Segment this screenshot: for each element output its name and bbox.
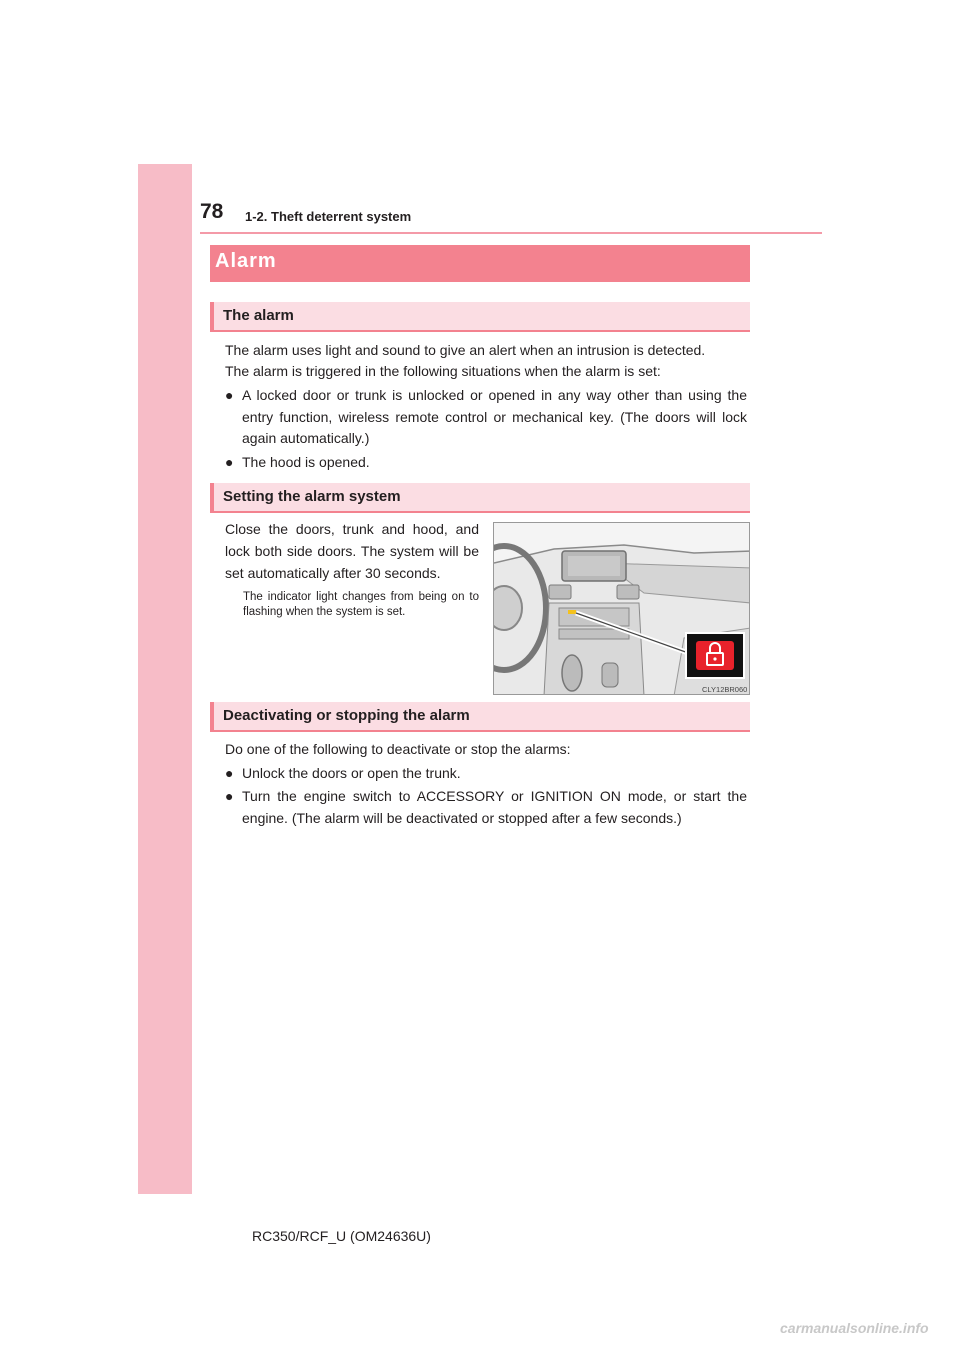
- subheading-label: The alarm: [223, 307, 294, 324]
- bullet-icon: ●: [225, 788, 234, 804]
- alarm-intro-text: The alarm uses light and sound to give an alert when an intrusion is detected.: [225, 342, 706, 358]
- bullet-icon: ●: [225, 454, 234, 470]
- list-item: [225, 763, 747, 785]
- watermark: carmanualsonline.info: [780, 1320, 929, 1336]
- side-tab-strip: [138, 164, 192, 1194]
- section-title: Alarm: [215, 250, 277, 272]
- figure-code: CLY12BR060: [702, 685, 748, 694]
- alarm-trigger-text: The alarm is triggered in the following situations when the alarm is set:: [225, 363, 661, 379]
- page-number: 78: [200, 200, 224, 223]
- list-item: [225, 385, 747, 450]
- subheading-setting-alarm: [210, 483, 750, 513]
- setting-note-text: The indicator light changes from being on to flashing when the system is set.: [243, 591, 479, 618]
- header-rule: [200, 232, 822, 234]
- bullet-icon: ●: [225, 765, 234, 781]
- bullet-icon: ●: [225, 387, 234, 403]
- subheading-the-alarm: [210, 302, 750, 332]
- list-item-text: A locked door or trunk is unlocked or opened in any way other than using the entry function, wireless remote control or mechanical key. (The doors will lock again automatically.): [242, 387, 747, 446]
- deactivate-intro-text: Do one of the following to deactivate or stop the alarms:: [225, 741, 571, 757]
- section-banner: [210, 245, 750, 282]
- footer-model-code: RC350/RCF_U (OM24636U): [252, 1228, 431, 1244]
- list-item-text: Turn the engine switch to ACCESSORY or IGNITION ON mode, or start the engine. (The alarm will be deactivated or stopped after a few seconds.): [242, 788, 747, 826]
- subheading-deactivating: [210, 702, 750, 732]
- list-item: [225, 452, 747, 474]
- subheading-label: Deactivating or stopping the alarm: [223, 707, 470, 724]
- list-item-text: The hood is opened.: [242, 454, 370, 470]
- dashboard-illustration: [493, 522, 750, 695]
- setting-body-text: Close the doors, trunk and hood, and lock both side doors. The system will be set automatically after 30 seconds.: [225, 521, 479, 581]
- list-item: [225, 786, 747, 829]
- running-head: 1-2. Theft deterrent system: [245, 209, 412, 224]
- subheading-label: Setting the alarm system: [223, 488, 401, 505]
- list-item-text: Unlock the doors or open the trunk.: [242, 765, 461, 781]
